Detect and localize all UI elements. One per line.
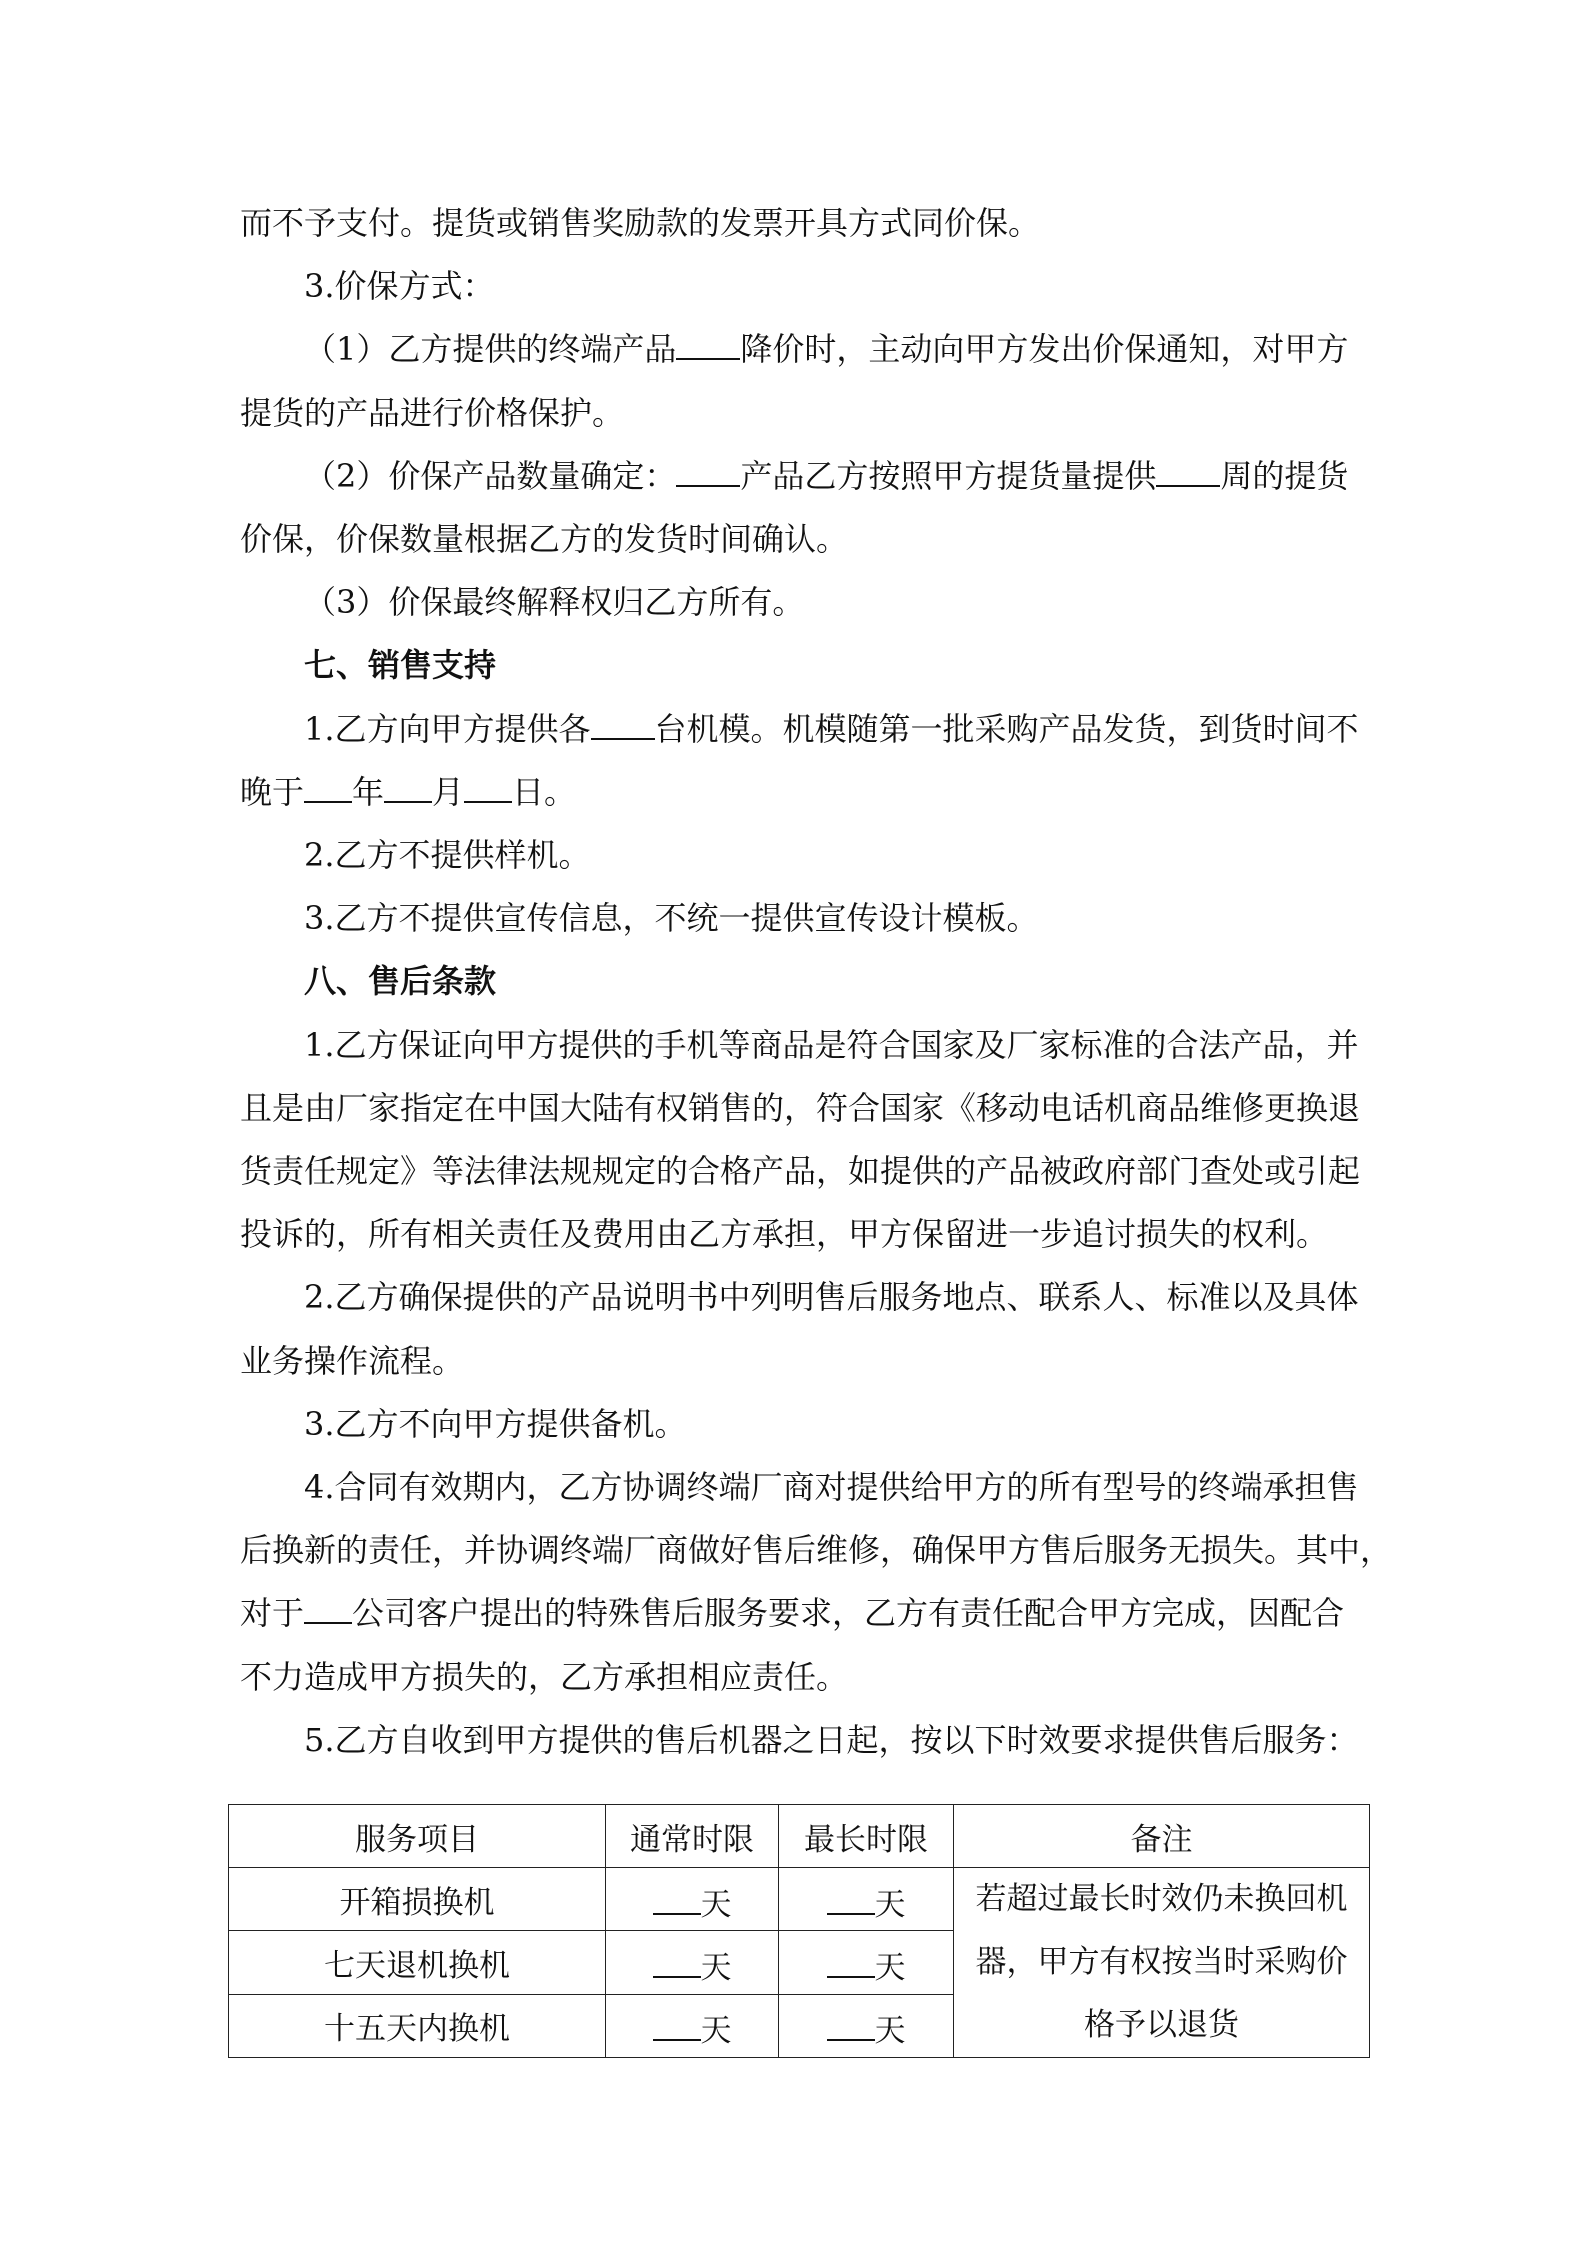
paragraph-line (240, 824, 1352, 887)
paragraph-line (240, 1140, 1361, 1203)
text-run: 1.乙方向甲方提供各 (304, 709, 591, 748)
text-run: 4.合同有效期内，乙方协调终端厂商对提供给甲方的所有型号的终端承担售 (304, 1468, 1359, 1507)
fill-in-blank (676, 320, 740, 360)
normal-limit: 天 (606, 1994, 779, 2057)
table-header-cell: 服务项目 (229, 1805, 606, 1868)
fill-in-blank (304, 763, 352, 803)
fill-in-blank (304, 1584, 352, 1624)
paragraph-line (240, 255, 1352, 318)
section-heading (240, 634, 1352, 697)
text-run: 台机模。机模随第一批采购产品发货，到货时间不 (654, 709, 1359, 748)
table-header-cell: 备注 (954, 1805, 1370, 1868)
text-run: （3）价保最终解释权归乙方所有。 (304, 583, 805, 622)
paragraph-line (240, 1709, 1359, 1772)
table-header-row (229, 1805, 1370, 1868)
paragraph-line (240, 698, 1359, 761)
text-run: 产品乙方按照甲方提货量提供 (740, 456, 1157, 495)
paragraph-line (240, 1582, 1352, 1645)
text-run: 周的提货 (1220, 456, 1349, 495)
text-run: 日。 (512, 772, 577, 811)
paragraph-line (240, 192, 1352, 255)
paragraph-line (240, 1519, 1393, 1582)
remark-line: 器，甲方有权按当时采购价 (975, 1944, 1348, 1980)
text-run: 1.乙方保证向甲方提供的手机等商品是符合国家及厂家标准的合法产品，并 (304, 1025, 1359, 1064)
paragraph-line (240, 318, 1352, 381)
paragraph-line (240, 1014, 1359, 1077)
text-run: 3.乙方不提供宣传信息，不统一提供宣传设计模板。 (304, 899, 1039, 938)
remark-line: 格予以退货 (1084, 2007, 1239, 2043)
paragraph-line (240, 761, 1352, 824)
paragraph-line (240, 445, 1352, 508)
text-run: 八、售后条款 (304, 962, 497, 1001)
paragraph-line (240, 382, 1352, 445)
text-run: 2.乙方确保提供的产品说明书中列明售后服务地点、联系人、标准以及具体 (304, 1278, 1359, 1317)
remarks-cell (954, 1868, 1370, 2058)
max-limit: 天 (779, 1931, 954, 1994)
text-run: 价保，价保数量根据乙方的发货时间确认。 (240, 520, 849, 559)
max-limit: 天 (779, 1868, 954, 1931)
fill-in-blank (1156, 447, 1220, 487)
paragraph-line (240, 1456, 1359, 1519)
table-header-cell: 通常时限 (606, 1805, 779, 1868)
text-run: 5.乙方自收到甲方提供的售后机器之日起，按以下时效要求提供售后服务： (304, 1720, 1359, 1759)
text-run: 月 (432, 772, 465, 811)
text-run: 七、销售支持 (304, 646, 497, 685)
fill-in-blank (591, 700, 655, 740)
text-run: 公司客户提出的特殊售后服务要求，乙方有责任配合甲方完成，因配合 (352, 1594, 1345, 1633)
contract-text (240, 192, 1393, 1772)
fill-in-blank (464, 763, 512, 803)
text-run: 晚于 (240, 772, 305, 811)
paragraph-line (240, 1330, 1352, 1393)
service-item: 七天退机换机 (229, 1931, 606, 1994)
text-run: 3.价保方式： (304, 267, 495, 306)
text-run: 投诉的，所有相关责任及费用由乙方承担，甲方保留进一步追讨损失的权利。 (240, 1215, 1329, 1254)
paragraph-line (240, 508, 1352, 571)
text-run: 2.乙方不提供样机。 (304, 836, 591, 875)
fill-in-blank (676, 447, 740, 487)
service-item: 开箱损换机 (229, 1868, 606, 1931)
text-run: 年 (352, 772, 385, 811)
paragraph-line (240, 1077, 1361, 1140)
fill-in-blank (384, 763, 432, 803)
paragraph-line (240, 887, 1352, 950)
section-heading (240, 950, 1352, 1013)
text-run: 而不予支付。提货或销售奖励款的发票开具方式同价保。 (240, 204, 1041, 242)
text-run: 且是由厂家指定在中国大陆有权销售的，符合国家《移动电话机商品维修更换退 (240, 1088, 1361, 1127)
text-run: 后换新的责任，并协调终端厂商做好售后维修，确保甲方售后服务无损失。其中， (240, 1531, 1393, 1570)
text-run: 3.乙方不向甲方提供备机。 (304, 1404, 687, 1443)
service-item: 十五天内换机 (229, 1994, 606, 2057)
paragraph-line (240, 571, 1352, 634)
text-run: （1）乙方提供的终端产品 (304, 330, 677, 369)
max-limit: 天 (779, 1994, 954, 2057)
text-run: 不力造成甲方损失的，乙方承担相应责任。 (240, 1657, 849, 1696)
remark-line: 若超过最长时效仍未换回机 (975, 1881, 1348, 1917)
normal-limit: 天 (606, 1931, 779, 1994)
text-run: 提货的产品进行价格保护。 (240, 393, 625, 432)
text-run: 降价时，主动向甲方发出价保通知，对甲方 (740, 330, 1349, 369)
normal-limit: 天 (606, 1868, 779, 1931)
table-header-cell: 最长时限 (779, 1805, 954, 1868)
text-run: 对于 (240, 1594, 305, 1633)
after-sales-table (228, 1804, 1370, 2058)
text-run: （2）价保产品数量确定： (304, 456, 677, 495)
paragraph-line (240, 1646, 1352, 1709)
text-run: 货责任规定》等法律法规规定的合格产品，如提供的产品被政府部门查处或引起 (240, 1152, 1361, 1191)
paragraph-line (240, 1266, 1359, 1329)
text-run: 业务操作流程。 (240, 1341, 465, 1380)
paragraph-line (240, 1393, 1352, 1456)
paragraph-line (240, 1203, 1352, 1266)
table-row (229, 1868, 1370, 1931)
